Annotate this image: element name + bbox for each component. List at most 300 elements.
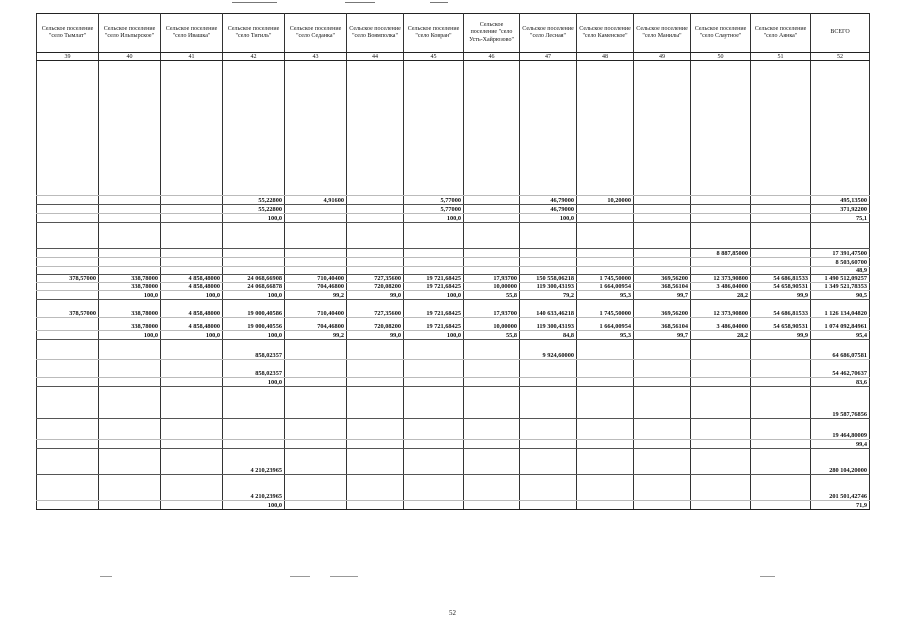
table-row (37, 267, 870, 275)
table-cell (634, 196, 691, 205)
table-cell (811, 223, 870, 249)
scan-mark (232, 2, 277, 3)
column-number: 48 (577, 53, 634, 61)
table-cell: 4 210,23965 (223, 475, 285, 501)
table-cell (691, 475, 751, 501)
table-cell (520, 449, 577, 475)
table-cell (520, 258, 577, 267)
table-cell (464, 61, 520, 196)
table-cell: 12 373,90800 (691, 275, 751, 283)
table-cell (520, 475, 577, 501)
table-cell (347, 440, 404, 449)
table-cell (37, 360, 99, 378)
table-cell: 338,78000 (99, 275, 161, 283)
column-number: 41 (161, 53, 223, 61)
table-cell: 8 503,60700 (811, 258, 870, 267)
table-cell (161, 214, 223, 223)
table-cell (577, 419, 634, 440)
table-cell: 201 501,42746 (811, 475, 870, 501)
table-cell (464, 340, 520, 360)
table-cell (99, 378, 161, 387)
table-cell: 710,40400 (285, 275, 347, 283)
table-cell: 100,0 (404, 214, 464, 223)
table-cell: 338,78000 (99, 300, 161, 318)
table-cell (691, 378, 751, 387)
table-cell: 704,46800 (285, 283, 347, 291)
table-cell (577, 249, 634, 258)
table-cell (634, 475, 691, 501)
table-cell (37, 378, 99, 387)
column-header: Сельское поселение "село Воямполка" (347, 14, 404, 53)
table-cell: 1 664,00954 (577, 318, 634, 331)
table-cell (404, 475, 464, 501)
table-cell (285, 267, 347, 275)
table-row (37, 331, 870, 340)
table-cell: 46,79000 (520, 196, 577, 205)
table-cell: 19 721,68425 (404, 300, 464, 318)
table-cell (285, 223, 347, 249)
table-cell (37, 205, 99, 214)
table-cell (161, 449, 223, 475)
table-cell (577, 378, 634, 387)
table-cell (751, 387, 811, 419)
table-cell (285, 387, 347, 419)
table-cell: 100,0 (99, 331, 161, 340)
table-cell (577, 205, 634, 214)
table-cell: 338,78000 (99, 283, 161, 291)
table-cell (691, 387, 751, 419)
table-cell: 54 686,81533 (751, 300, 811, 318)
table-cell (634, 360, 691, 378)
table-cell: 100,0 (223, 378, 285, 387)
table-cell (99, 475, 161, 501)
table-cell (520, 501, 577, 510)
table-cell (404, 378, 464, 387)
table-cell: 100,0 (404, 331, 464, 340)
table-cell (751, 440, 811, 449)
table-cell (464, 205, 520, 214)
column-header: Сельское поселение "село Манилы" (634, 14, 691, 53)
table-cell (691, 267, 751, 275)
table-cell (691, 258, 751, 267)
table-cell (223, 440, 285, 449)
table-cell: 99,2 (285, 331, 347, 340)
table-row (37, 387, 870, 419)
table-cell (577, 387, 634, 419)
table-cell (37, 223, 99, 249)
table-cell (37, 331, 99, 340)
column-header: Сельское поселение "село Слаутное" (691, 14, 751, 53)
table-cell: 4 858,48000 (161, 300, 223, 318)
table-cell (520, 387, 577, 419)
table-cell (285, 419, 347, 440)
table-cell: 17,93700 (464, 300, 520, 318)
table-cell (99, 196, 161, 205)
table-row (37, 61, 870, 196)
column-number: 52 (811, 53, 870, 61)
budget-table (36, 13, 870, 510)
table-cell: 369,56200 (634, 300, 691, 318)
table-cell: 5,77000 (404, 205, 464, 214)
table-cell (751, 419, 811, 440)
table-cell (520, 440, 577, 449)
table-row (37, 300, 870, 318)
table-cell: 1 664,00954 (577, 283, 634, 291)
table-cell (577, 360, 634, 378)
table-cell (691, 340, 751, 360)
table-cell (99, 223, 161, 249)
page-number: 52 (449, 609, 456, 617)
table-cell: 19 587,76856 (811, 387, 870, 419)
table-row (37, 318, 870, 331)
table-cell: 71,9 (811, 501, 870, 510)
table-cell (577, 258, 634, 267)
table-cell (161, 419, 223, 440)
table-cell: 4 858,48000 (161, 318, 223, 331)
table-cell (37, 475, 99, 501)
table-cell: 10,00000 (464, 318, 520, 331)
table-cell: 24 068,66878 (223, 283, 285, 291)
table-cell (37, 258, 99, 267)
table-cell: 1 745,50000 (577, 300, 634, 318)
table-cell (285, 378, 347, 387)
table-cell (577, 267, 634, 275)
table-cell: 140 633,46218 (520, 300, 577, 318)
column-number: 39 (37, 53, 99, 61)
table-cell (37, 419, 99, 440)
table-cell (577, 223, 634, 249)
table-cell (634, 449, 691, 475)
table-cell (691, 440, 751, 449)
table-cell (99, 258, 161, 267)
table-cell: 28,2 (691, 331, 751, 340)
table-cell: 1 126 134,04820 (811, 300, 870, 318)
table-cell (347, 205, 404, 214)
table-cell: 46,79000 (520, 205, 577, 214)
table-cell (751, 378, 811, 387)
table-cell: 369,56200 (634, 275, 691, 283)
table-cell (99, 340, 161, 360)
table-cell (464, 360, 520, 378)
table-cell: 100,0 (161, 291, 223, 300)
table-cell (161, 378, 223, 387)
table-cell: 99,7 (634, 291, 691, 300)
column-number: 47 (520, 53, 577, 61)
table-cell (577, 449, 634, 475)
table-cell (751, 501, 811, 510)
table-cell (464, 258, 520, 267)
table-cell (404, 61, 464, 196)
table-cell (634, 249, 691, 258)
table-cell (577, 214, 634, 223)
table-cell (37, 501, 99, 510)
table-cell (691, 360, 751, 378)
table-cell (285, 61, 347, 196)
column-number: 49 (634, 53, 691, 61)
table-cell: 495,13500 (811, 196, 870, 205)
table-cell (634, 205, 691, 214)
scan-mark (345, 2, 375, 3)
table-row (37, 340, 870, 360)
table-cell (751, 267, 811, 275)
table-cell (285, 340, 347, 360)
column-header: Сельское поселение "село Лесная" (520, 14, 577, 53)
column-header: Сельское поселение "село Ковран" (404, 14, 464, 53)
column-number: 43 (285, 53, 347, 61)
scan-mark (330, 576, 358, 577)
column-number: 42 (223, 53, 285, 61)
table-cell (464, 267, 520, 275)
table-cell: 5,77000 (404, 196, 464, 205)
table-cell: 19 000,40586 (223, 300, 285, 318)
table-cell: 378,57000 (37, 300, 99, 318)
table-cell (404, 419, 464, 440)
table-cell (811, 61, 870, 196)
table-cell (751, 205, 811, 214)
table-cell (347, 214, 404, 223)
table-cell (37, 291, 99, 300)
table-cell (161, 223, 223, 249)
table-cell (285, 449, 347, 475)
table-cell (99, 61, 161, 196)
table-cell (347, 360, 404, 378)
table-cell: 710,40400 (285, 300, 347, 318)
table-cell (520, 267, 577, 275)
table-cell (37, 214, 99, 223)
table-cell: 55,8 (464, 291, 520, 300)
column-number: 51 (751, 53, 811, 61)
table-cell: 9 924,60000 (520, 340, 577, 360)
table-cell: 4 858,48000 (161, 283, 223, 291)
table-cell (223, 387, 285, 419)
table-cell: 100,0 (161, 331, 223, 340)
table-cell (404, 258, 464, 267)
header-row (37, 14, 870, 53)
table-cell: 83,6 (811, 378, 870, 387)
table-cell (464, 440, 520, 449)
table-cell (347, 61, 404, 196)
table-cell: 54 462,70637 (811, 360, 870, 378)
table-cell: 858,02357 (223, 360, 285, 378)
table-row (37, 275, 870, 283)
table-cell (37, 196, 99, 205)
table-cell: 100,0 (223, 291, 285, 300)
table-row (37, 283, 870, 291)
table-cell (464, 378, 520, 387)
column-number: 40 (99, 53, 161, 61)
table-cell: 280 104,20000 (811, 449, 870, 475)
table-cell: 3 486,04000 (691, 283, 751, 291)
table-cell: 727,35600 (347, 300, 404, 318)
column-header: Сельское поселение "село Седанка" (285, 14, 347, 53)
table-cell (99, 440, 161, 449)
table-row (37, 501, 870, 510)
table-cell: 12 373,90800 (691, 300, 751, 318)
table-cell (520, 223, 577, 249)
table-cell (347, 475, 404, 501)
table-cell (285, 214, 347, 223)
table-cell (404, 360, 464, 378)
table-cell (99, 249, 161, 258)
table-cell: 19 721,68425 (404, 283, 464, 291)
table-cell (347, 501, 404, 510)
table-cell (464, 387, 520, 419)
table-cell: 378,57000 (37, 275, 99, 283)
table-cell (285, 249, 347, 258)
table-cell (161, 196, 223, 205)
table-cell (161, 205, 223, 214)
table-cell (347, 223, 404, 249)
table-cell (37, 267, 99, 275)
table-cell (285, 440, 347, 449)
column-header: Сельское поселение "село Каменское" (577, 14, 634, 53)
table-cell (99, 449, 161, 475)
table-row (37, 475, 870, 501)
table-cell: 368,56104 (634, 283, 691, 291)
table-cell: 17,93700 (464, 275, 520, 283)
table-cell (404, 440, 464, 449)
table-cell: 17 391,47500 (811, 249, 870, 258)
table-cell: 28,2 (691, 291, 751, 300)
table-cell (634, 267, 691, 275)
table-row (37, 360, 870, 378)
table-cell: 55,22800 (223, 196, 285, 205)
table-cell (751, 214, 811, 223)
table-cell: 64 686,07581 (811, 340, 870, 360)
scan-mark (760, 576, 775, 577)
table-cell (99, 214, 161, 223)
column-number: 44 (347, 53, 404, 61)
table-cell (37, 318, 99, 331)
table-cell: 54 658,90531 (751, 283, 811, 291)
table-cell (751, 196, 811, 205)
table-cell: 10,00000 (464, 283, 520, 291)
table-cell (634, 440, 691, 449)
table-cell: 371,92200 (811, 205, 870, 214)
table-cell (577, 440, 634, 449)
table-cell: 19 464,80009 (811, 419, 870, 440)
table-row (37, 249, 870, 258)
table-row (37, 214, 870, 223)
table-cell: 100,0 (520, 214, 577, 223)
table-cell (691, 196, 751, 205)
table-row (37, 196, 870, 205)
table-cell (223, 258, 285, 267)
table-cell (161, 475, 223, 501)
table-row (37, 291, 870, 300)
table-cell (634, 387, 691, 419)
table-cell (404, 223, 464, 249)
table-cell: 99,9 (751, 331, 811, 340)
table-cell (464, 196, 520, 205)
table-cell: 10,20000 (577, 196, 634, 205)
table-cell (285, 205, 347, 214)
table-cell (161, 258, 223, 267)
table-row (37, 258, 870, 267)
table-cell (347, 267, 404, 275)
column-number-row (37, 53, 870, 61)
table-cell (37, 61, 99, 196)
table-cell (751, 249, 811, 258)
table-cell (634, 223, 691, 249)
table-body (37, 53, 870, 510)
table-cell (223, 249, 285, 258)
table-cell: 55,22800 (223, 205, 285, 214)
column-header: Сельское поселение "село Тымлат" (37, 14, 99, 53)
table-cell: 95,3 (577, 291, 634, 300)
table-cell (347, 387, 404, 419)
table-cell (347, 258, 404, 267)
table-cell: 100,0 (223, 501, 285, 510)
table-cell: 119 300,43193 (520, 283, 577, 291)
table-cell (347, 449, 404, 475)
table-cell (691, 223, 751, 249)
table-cell: 3 486,04000 (691, 318, 751, 331)
table-cell (751, 61, 811, 196)
table-cell: 99,0 (347, 291, 404, 300)
table-cell (37, 440, 99, 449)
table-cell: 90,5 (811, 291, 870, 300)
table-cell (520, 378, 577, 387)
table-cell (464, 449, 520, 475)
table-cell (404, 449, 464, 475)
table-cell: 119 300,43193 (520, 318, 577, 331)
table-cell: 55,8 (464, 331, 520, 340)
table-cell (751, 223, 811, 249)
table-cell (634, 61, 691, 196)
table-cell (347, 340, 404, 360)
table-cell (520, 360, 577, 378)
table-cell (464, 223, 520, 249)
table-cell (99, 501, 161, 510)
table-cell: 19 721,68425 (404, 318, 464, 331)
table-cell (634, 340, 691, 360)
table-cell: 727,35600 (347, 275, 404, 283)
table-cell (37, 249, 99, 258)
table-cell (691, 214, 751, 223)
table-cell: 8 887,85000 (691, 249, 751, 258)
table-cell (99, 419, 161, 440)
table-cell (99, 387, 161, 419)
column-header: Сельское поселение "село Аянка" (751, 14, 811, 53)
table-cell (347, 249, 404, 258)
table-cell: 99,4 (811, 440, 870, 449)
table-row (37, 378, 870, 387)
table-cell (99, 360, 161, 378)
table-cell: 100,0 (99, 291, 161, 300)
table-cell (404, 387, 464, 419)
table-cell (347, 419, 404, 440)
table-cell: 100,0 (223, 331, 285, 340)
table-cell: 338,78000 (99, 318, 161, 331)
table-cell (223, 419, 285, 440)
table-cell: 99,2 (285, 291, 347, 300)
table-cell: 704,46800 (285, 318, 347, 331)
table-cell (691, 449, 751, 475)
table-cell: 1 074 092,84961 (811, 318, 870, 331)
table-cell: 858,02357 (223, 340, 285, 360)
scan-mark (100, 576, 112, 577)
table-cell: 720,08200 (347, 283, 404, 291)
table-cell (634, 378, 691, 387)
table-row (37, 419, 870, 440)
table-cell (37, 340, 99, 360)
table-cell: 368,56104 (634, 318, 691, 331)
table-cell: 19 721,68425 (404, 275, 464, 283)
table-cell (464, 214, 520, 223)
table-cell: 100,0 (404, 291, 464, 300)
table-cell (751, 340, 811, 360)
